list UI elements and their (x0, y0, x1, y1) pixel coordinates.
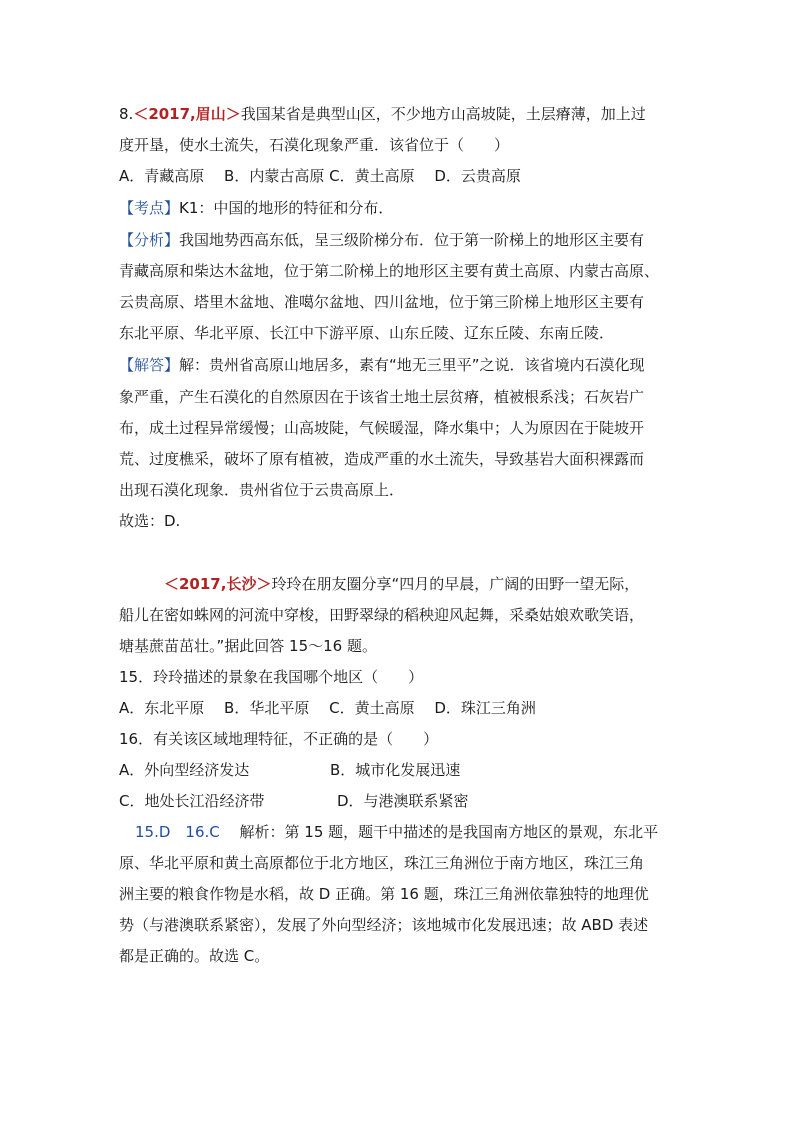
jieda-text-line3: 布，成土过程异常缓慢；山高坡陡，气候暖湿，降水集中；人为原因在于陡坡开 (119, 419, 645, 437)
q8-kaodian (119, 198, 679, 218)
q8-line1 (119, 104, 679, 124)
analysis-text-line5: 都是正确的。故选 C。 (119, 947, 270, 965)
q8-text-line2: 度开垦，使水土流失，石漠化现象严重．该省位于（ ） (119, 136, 510, 154)
fenxi-text-line2: 青藏高原和柴达木盆地，位于第二阶梯上的地形区主要有黄土高原、内蒙古高原、 (119, 262, 660, 280)
q8-options: A．青藏高原 B．内蒙古高原 C．黄土高原 D．云贵高原 (119, 167, 521, 185)
analysis-text-line4: 势（与港澳联系紧密），发展了外向型经济；该地城市化发展迅速；故 ABD 表述 (119, 916, 649, 934)
jieda-text-line4: 荒、过度樵采，破坏了原有植被，造成严重的水土流失，导致基岩大面积裸露而 (119, 450, 645, 468)
q8-jieda-line1 (119, 355, 679, 375)
fenxi-tag: 【分析】 (119, 231, 180, 249)
q15-intro-line2: 船儿在密如蛛网的河流中穿梭，田野翠绿的稻秧迎风起舞，采桑姑娘欢歌笑语， (119, 606, 645, 624)
jieda-tag: 【解答】 (119, 356, 180, 374)
answer-key: 15.D 16.C (135, 823, 220, 841)
q8-fenxi-line1 (119, 230, 679, 250)
q8-text-line1: 我国某省是典型山区，不少地方山高坡陡，土层瘠薄，加上过 (240, 105, 646, 123)
q8-answer: 故选：D. (119, 512, 181, 530)
q16-option-b: B．城市化发展迅速 (330, 761, 461, 779)
q15-source: ＜2017,长沙＞ (164, 575, 272, 593)
q16-question: 16．有关该区域地理特征，不正确的是（ ） (119, 730, 439, 748)
fenxi-text-line4: 东北平原、华北平原、长江中下游平原、山东丘陵、辽东丘陵、东南丘陵． (119, 324, 615, 342)
q15-options: A．东北平原 B．华北平原 C．黄土高原 D．珠江三角洲 (119, 699, 536, 717)
q15-question: 15．玲玲描述的景象在我国哪个地区（ ） (119, 668, 424, 686)
jieda-text-line2: 象严重，产生石漠化的自然原因在于该省土地土层贫瘠，植被根系浅；石灰岩广 (119, 388, 645, 406)
q15-intro-line1 (164, 574, 724, 594)
analysis-text-line3: 洲主要的粮食作物是水稻，故 D 正确。第 16 题，珠江三角洲依靠独特的地理优 (119, 885, 649, 903)
q16-option-a: A．外向型经济发达 (119, 761, 250, 779)
q15-intro-line3: 塘基蔗苗茁壮。”据此回答 15～16 题。 (119, 637, 377, 655)
q8-source: ＜2017,眉山＞ (133, 105, 241, 123)
q15-analysis-line1 (135, 822, 695, 842)
jieda-text-line1: 解：贵州省高原山地居多，素有“地无三里平”之说．该省境内石漠化现 (179, 356, 645, 374)
q8-number: 8. (119, 105, 134, 123)
q15-intro-text1: 玲玲在朋友圈分享“四月的早晨，广阔的田野一望无际， (271, 575, 640, 593)
analysis-text-line2: 原、华北平原和黄土高原都位于北方地区，珠江三角洲位于南方地区，珠江三角 (119, 854, 645, 872)
q16-option-c: C．地处长江沿经济带 (119, 792, 265, 810)
analysis-text-line1: 解析：第 15 题，题干中描述的是我国南方地区的景观，东北平 (239, 823, 659, 841)
fenxi-text-line3: 云贵高原、塔里木盆地、准噶尔盆地、四川盆地，位于第三阶梯上地形区主要有 (119, 293, 645, 311)
jieda-text-line5: 出现石漠化现象．贵州省位于云贵高原上． (119, 481, 405, 499)
q16-option-d: D．与港澳联系紧密 (337, 792, 469, 810)
fenxi-text-line1: 我国地势西高东低，呈三级阶梯分布．位于第一阶梯上的地形区主要有 (179, 231, 645, 249)
kaodian-text: K1：中国的地形的特征和分布． (179, 199, 394, 217)
kaodian-tag: 【考点】 (119, 199, 180, 217)
